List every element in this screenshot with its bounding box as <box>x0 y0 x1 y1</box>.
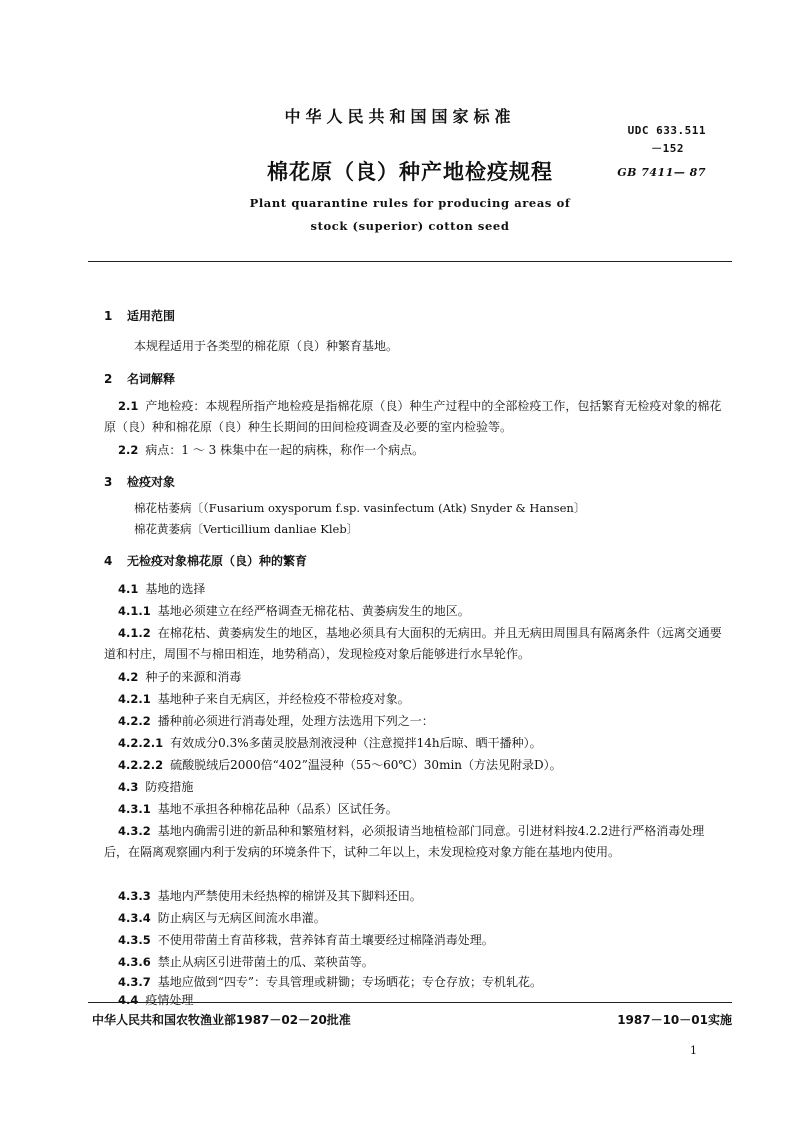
clause-number: 4.1 <box>118 582 139 596</box>
clause-text: 防疫措施 <box>145 780 194 794</box>
header-divider <box>88 261 732 262</box>
footer-divider <box>88 1002 732 1003</box>
section-title: 适用范围 <box>127 309 176 323</box>
clause-4-2-1 <box>118 690 410 707</box>
clause-text: 基地内严禁使用未经热榨的棉饼及其下脚料还田。 <box>157 889 422 903</box>
gb-standard-code: GB 7411— 87 <box>617 166 706 179</box>
clause-4-1-1 <box>118 602 470 619</box>
clause-number: 4.3.3 <box>118 889 151 903</box>
clause-4-3-1 <box>118 800 398 817</box>
clause-text: 不使用带菌土育苗移栽，营养钵育苗土壤要经过棉隆消毒处理。 <box>157 933 494 947</box>
section-1-heading <box>104 307 175 324</box>
clause-text: 种子的来源和消毒 <box>145 670 242 684</box>
clause-4-3-2 <box>104 821 722 863</box>
section-number: 3 <box>104 475 113 489</box>
clause-4-3-3 <box>118 887 422 904</box>
clause-number: 4.3.6 <box>118 955 151 969</box>
clause-number: 4.3.1 <box>118 802 151 816</box>
clause-4-1-2 <box>104 623 722 665</box>
udc-code: UDC 633.511 <box>627 124 706 137</box>
quarantine-object-1: 棉花枯萎病〔（Fusarium oxysporum f.sp. vasinfectum (Atk) Snyder & Hansen〕 <box>134 501 586 515</box>
clause-4-3-5 <box>118 931 494 948</box>
clause-text: 基地内确需引进的新品种和繁殖材料，必须报请当地植检部门同意。引进材料按4.2.2进行严格消毒处理后，在隔离观察圃内利于发病的环境条件下，试种二年以上，未发现检疫对象方能在基地内使用。 <box>104 824 705 859</box>
clause-4-3-7 <box>118 973 542 990</box>
clause-number: 4.2.1 <box>118 692 151 706</box>
approval-notice: 中华人民共和国农牧渔业部1987－02－20批准 <box>92 1013 351 1027</box>
clause-number: 2.1 <box>118 399 139 413</box>
clause-number: 4.3.2 <box>118 824 151 838</box>
clause-text: 防止病区与无病区间流水串灌。 <box>157 911 326 925</box>
clause-text: 病点：1 ～ 3 株集中在一起的病株，称作一个病点。 <box>145 443 425 457</box>
standard-country-heading: 中华人民共和国国家标准 <box>284 107 516 126</box>
clause-4-2-2-1 <box>118 734 542 751</box>
section-number: 1 <box>104 309 113 323</box>
english-title-line-2: stock (superior) cotton seed <box>310 219 510 233</box>
section-title: 名词解释 <box>127 372 176 386</box>
clause-2-1 <box>104 396 722 438</box>
clause-text: 在棉花枯、黄萎病发生的地区，基地必须具有大面积的无病田。并且无病田周围具有隔离条件（远离交通要道和村庄，周围不与棉田相连，地势稍高），发现检疫对象后能够进行水旱轮作。 <box>104 626 722 661</box>
section-title: 无检疫对象棉花原（良）种的繁育 <box>127 554 308 568</box>
clause-4-3 <box>118 778 193 795</box>
clause-text: 基地不承担各种棉花品种（品系）区试任务。 <box>157 802 398 816</box>
clause-text: 基地的选择 <box>145 582 206 596</box>
document-title: 棉花原（良）种产地检疫规程 <box>267 160 553 184</box>
clause-text: 疫情处理 <box>145 993 194 1007</box>
clause-4-2-2 <box>118 712 434 729</box>
clause-text: 基地应做到“四专”：专具管理或耕锄；专场晒花；专仓存放；专机轧花。 <box>157 975 543 989</box>
section-3-heading <box>104 473 175 490</box>
clause-number: 4.2 <box>118 670 139 684</box>
clause-text: 基地必须建立在经严格调查无棉花枯、黄萎病发生的地区。 <box>157 604 470 618</box>
clause-number: 4.2.2.1 <box>118 736 164 750</box>
quarantine-object-2: 棉花黄萎病〔Verticillium danliae Kleb〕 <box>134 522 359 536</box>
clause-4-2 <box>118 668 241 685</box>
clause-4-3-4 <box>118 909 326 926</box>
clause-2-2 <box>118 441 424 458</box>
clause-number: 2.2 <box>118 443 139 457</box>
clause-text: 禁止从病区引进带菌土的瓜、菜秧苗等。 <box>157 955 374 969</box>
clause-text: 基地种子来自无病区，并经检疫不带检疫对象。 <box>157 692 410 706</box>
page-number: 1 <box>690 1044 697 1057</box>
clause-4-2-2-2 <box>118 756 562 773</box>
clause-number: 4.2.2 <box>118 714 151 728</box>
clause-number: 4.3.7 <box>118 975 151 989</box>
clause-4-4 <box>118 991 197 1008</box>
clause-4-3-6 <box>118 953 374 970</box>
clause-number: 4.3 <box>118 780 139 794</box>
clause-text: 产地检疫：本规程所指产地检疫是指棉花原（良）种生产过程中的全部检疫工作，包括繁育无检疫对象的棉花原（良）种和棉花原（良）种生长期间的田间检疫调查及必要的室内检验等。 <box>104 399 722 434</box>
clause-number: 4.4 <box>118 993 139 1007</box>
clause-text: 有效成分0.3%多菌灵胶悬剂液浸种（注意搅拌14h后晾、晒干播种）。 <box>170 736 542 750</box>
clause-number: 4.3.4 <box>118 911 151 925</box>
clause-number: 4.3.5 <box>118 933 151 947</box>
clause-text: 播种前必须进行消毒处理，处理方法选用下列之一： <box>157 714 434 728</box>
udc-code-suffix: －152 <box>651 142 684 155</box>
clause-number: 4.2.2.2 <box>118 758 164 772</box>
section-2-heading <box>104 370 175 387</box>
section-number: 2 <box>104 372 113 386</box>
clause-text: 硫酸脱绒后2000倍“402”温浸种（55～60℃）30min（方法见附录D）。 <box>170 758 562 772</box>
english-title-line-1: Plant quarantine rules for producing areas of <box>249 196 571 210</box>
section-number: 4 <box>104 554 113 568</box>
section-title: 检疫对象 <box>127 475 176 489</box>
clause-number: 4.1.2 <box>118 626 151 640</box>
section-1-text: 本规程适用于各类型的棉花原（良）种繁育基地。 <box>134 339 399 353</box>
clause-4-1 <box>118 580 205 597</box>
clause-number: 4.1.1 <box>118 604 151 618</box>
section-4-heading <box>104 552 307 569</box>
effective-date: 1987－10－01实施 <box>617 1013 732 1027</box>
